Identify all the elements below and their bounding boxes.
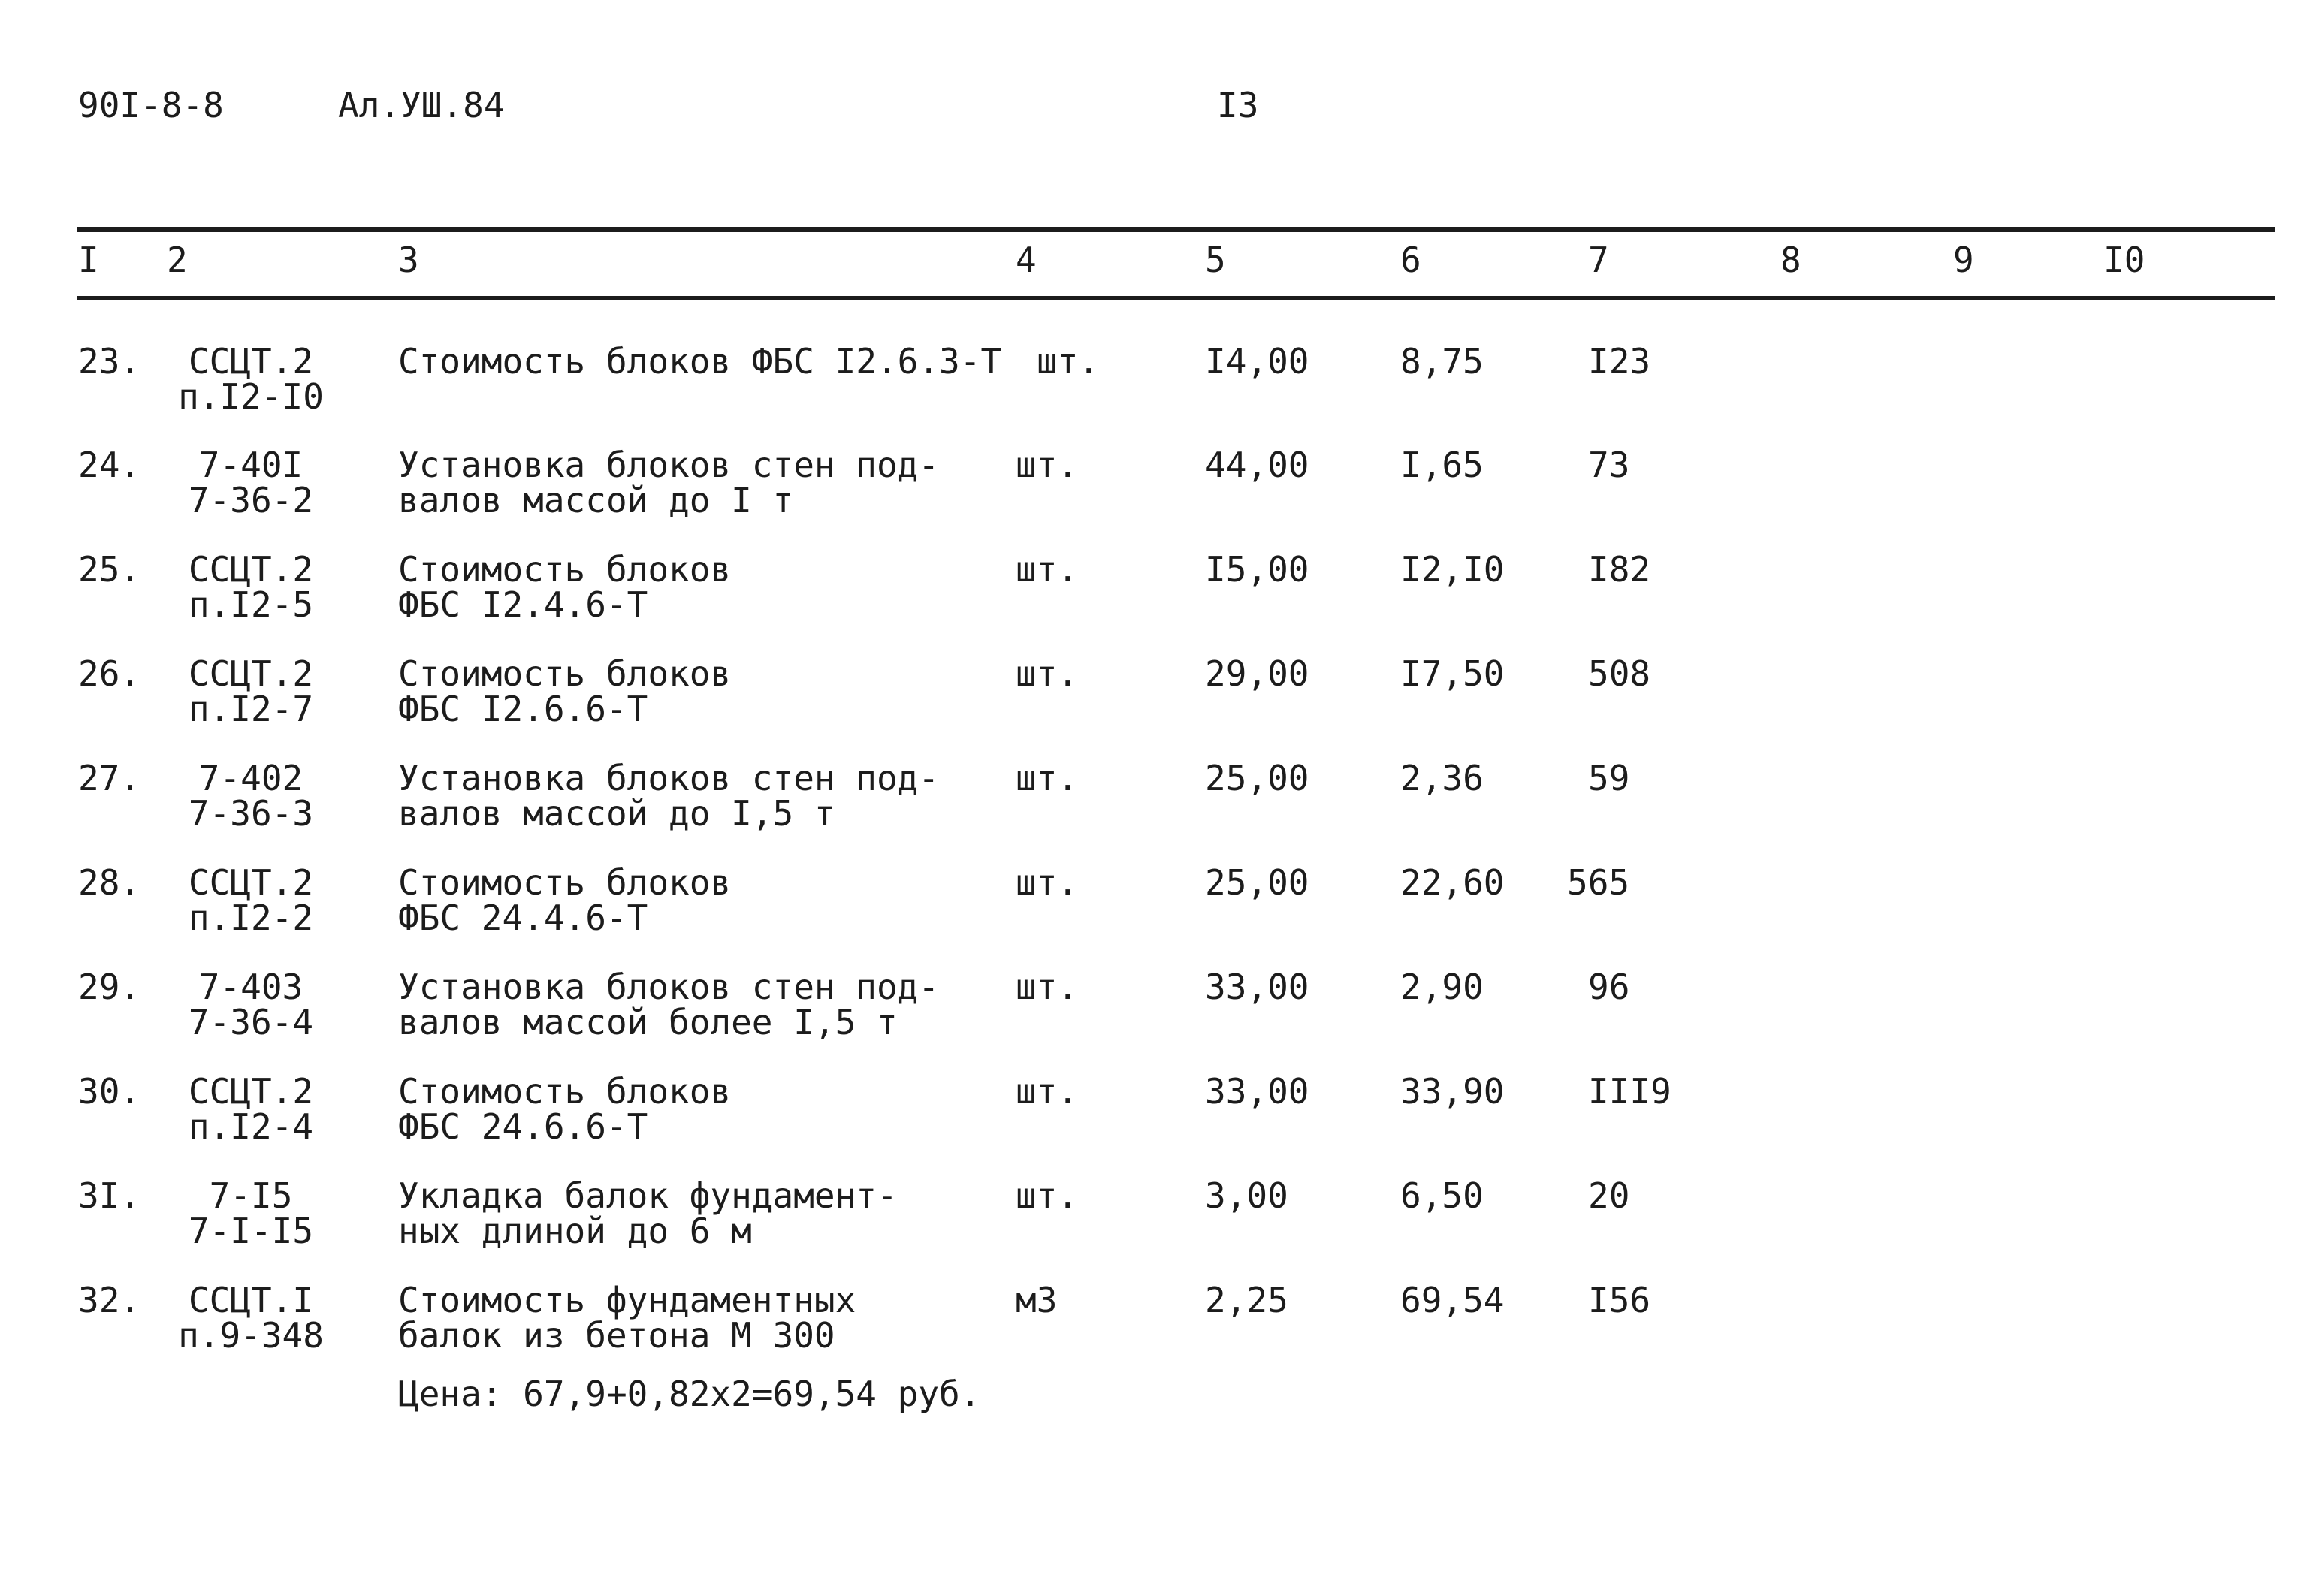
total-cost: 20	[1588, 1175, 1630, 1216]
row-number: 23.	[78, 341, 141, 382]
work-description	[398, 549, 732, 625]
rate-code	[161, 862, 341, 938]
unit-price: 2,90	[1400, 967, 1484, 1007]
rate-code-line: 7-36-3	[188, 793, 314, 834]
document-code: 90I-8-8	[78, 85, 224, 125]
row-number: 27.	[78, 758, 141, 798]
description-line: Стоимость блоков	[398, 653, 732, 694]
work-description	[398, 1071, 732, 1147]
unit-price: 2,36	[1400, 758, 1484, 798]
description-line: Установка блоков стен под-	[398, 967, 940, 1007]
row-number: 3I.	[78, 1175, 141, 1216]
unit: шт.	[1016, 549, 1079, 590]
quantity: 44,00	[1205, 445, 1309, 485]
work-description	[398, 967, 940, 1042]
column-number-6: 6	[1400, 240, 1421, 280]
rate-code	[161, 1071, 341, 1147]
rate-code	[161, 1175, 341, 1251]
description-line: ФБС 24.4.6-Т	[398, 898, 648, 938]
total-cost: 59	[1588, 758, 1630, 798]
total-cost: 73	[1588, 445, 1630, 485]
unit: шт.	[1016, 1071, 1079, 1112]
rate-code-line: 7-402	[198, 758, 303, 798]
unit-price: I2,I0	[1400, 549, 1505, 590]
description-line: валов массой до I т	[398, 480, 794, 520]
column-number-10: I0	[2103, 240, 2145, 280]
description-line: Стоимость блоков ФБС I2.6.3-Т	[398, 341, 1002, 382]
quantity: 29,00	[1205, 653, 1309, 694]
description-line: ФБС I2.6.6-Т	[398, 689, 648, 729]
album-code: Ал.УШ.84	[338, 85, 505, 125]
quantity: 33,00	[1205, 1071, 1309, 1112]
rate-code-line: п.I2-5	[188, 584, 314, 625]
rate-code-line: ССЦТ.2	[188, 549, 314, 590]
work-description	[398, 758, 940, 834]
table-header-rule	[77, 296, 2275, 300]
column-number-2: 2	[167, 240, 188, 280]
total-cost: 565	[1567, 862, 1630, 903]
rate-code-line: 7-I5	[209, 1175, 293, 1216]
rate-code-line: 7-403	[198, 967, 303, 1007]
work-description	[398, 1280, 856, 1356]
unit: шт.	[1016, 967, 1079, 1007]
row-number: 25.	[78, 549, 141, 590]
unit: шт.	[1016, 758, 1079, 798]
work-description	[398, 341, 1002, 382]
column-number-3: 3	[398, 240, 419, 280]
quantity: I5,00	[1205, 549, 1309, 590]
description-line: Стоимость блоков	[398, 862, 732, 903]
rate-code-line: ССЦТ.2	[188, 1071, 314, 1112]
table-top-rule	[77, 227, 2275, 232]
unit-price: 69,54	[1400, 1280, 1505, 1320]
quantity: I4,00	[1205, 341, 1309, 382]
rate-code-line: п.9-348	[178, 1315, 324, 1356]
rate-code-line: ССЦТ.2	[188, 862, 314, 903]
rate-code	[161, 758, 341, 834]
quantity: 25,00	[1205, 758, 1309, 798]
quantity: 2,25	[1205, 1280, 1288, 1320]
row-number: 29.	[78, 967, 141, 1007]
description-line: валов массой до I,5 т	[398, 793, 835, 834]
unit-price: 22,60	[1400, 862, 1505, 903]
row-number: 28.	[78, 862, 141, 903]
description-line: Укладка балок фундамент-	[398, 1175, 898, 1216]
row-number: 30.	[78, 1071, 141, 1112]
description-line: ФБС 24.6.6-Т	[398, 1106, 648, 1147]
rate-code-line: 7-36-2	[188, 480, 314, 520]
description-line: Стоимость блоков	[398, 549, 732, 590]
unit-price: I7,50	[1400, 653, 1505, 694]
rate-code	[161, 653, 341, 729]
rate-code-line: п.I2-4	[188, 1106, 314, 1147]
quantity: 3,00	[1205, 1175, 1288, 1216]
rate-code-line: ССЦТ.I	[188, 1280, 314, 1320]
description-line: Установка блоков стен под-	[398, 758, 940, 798]
column-number-8: 8	[1780, 240, 1801, 280]
row-number: 32.	[78, 1280, 141, 1320]
rate-code-line: п.I2-7	[188, 689, 314, 729]
description-line: балок из бетона М 300	[398, 1315, 835, 1356]
description-line: Стоимость блоков	[398, 1071, 732, 1112]
unit: шт.	[1016, 653, 1079, 694]
work-description	[398, 653, 732, 729]
rate-code	[161, 967, 341, 1042]
rate-code	[161, 549, 341, 625]
rate-code-line: 7-40I	[198, 445, 303, 485]
unit: шт.	[1016, 445, 1079, 485]
work-description	[398, 1175, 898, 1251]
unit-price: 8,75	[1400, 341, 1484, 382]
unit: шт.	[1016, 862, 1079, 903]
total-cost: III9	[1588, 1071, 1671, 1112]
total-cost: I82	[1588, 549, 1651, 590]
work-description	[398, 862, 732, 938]
unit: шт.	[1037, 341, 1100, 382]
rate-code-line: п.I2-I0	[178, 376, 324, 417]
rate-code-line: п.I2-2	[188, 898, 314, 938]
column-number-1: I	[78, 240, 99, 280]
column-number-9: 9	[1953, 240, 1974, 280]
rate-code-line: 7-36-4	[188, 1002, 314, 1042]
total-cost: 96	[1588, 967, 1630, 1007]
total-cost: I23	[1588, 341, 1651, 382]
rate-code	[161, 445, 341, 520]
column-number-7: 7	[1588, 240, 1609, 280]
description-line: Установка блоков стен под-	[398, 445, 940, 485]
description-line: валов массой более I,5 т	[398, 1002, 898, 1042]
total-cost: I56	[1588, 1280, 1651, 1320]
unit-price: I,65	[1400, 445, 1484, 485]
total-cost: 508	[1588, 653, 1651, 694]
description-line: Стоимость фундаментных	[398, 1280, 856, 1320]
column-number-5: 5	[1205, 240, 1226, 280]
quantity: 33,00	[1205, 967, 1309, 1007]
rate-code	[161, 1280, 341, 1356]
row-number: 26.	[78, 653, 141, 694]
quantity: 25,00	[1205, 862, 1309, 903]
unit: шт.	[1016, 1175, 1079, 1216]
unit-price: 6,50	[1400, 1175, 1484, 1216]
rate-code-line: ССЦТ.2	[188, 653, 314, 694]
rate-code-line: 7-I-I5	[188, 1211, 314, 1251]
rate-code-line: ССЦТ.2	[188, 341, 314, 382]
row-number: 24.	[78, 445, 141, 485]
page-number: I3	[1217, 85, 1259, 125]
unit: м3	[1016, 1280, 1058, 1320]
work-description	[398, 445, 940, 520]
description-line: ФБС I2.4.6-Т	[398, 584, 648, 625]
column-number-4: 4	[1016, 240, 1037, 280]
unit-price: 33,90	[1400, 1071, 1505, 1112]
description-line: ных длиной до 6 м	[398, 1211, 752, 1251]
rate-code	[161, 341, 341, 417]
price-calculation-note: Цена: 67,9+0,82х2=69,54 руб.	[398, 1374, 981, 1414]
